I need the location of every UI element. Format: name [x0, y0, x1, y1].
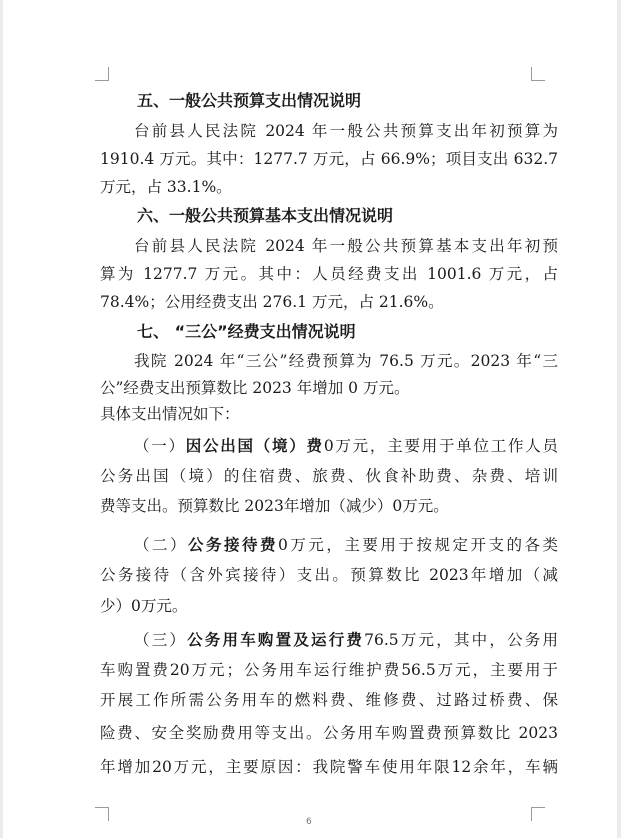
item-3-line-2: 车购置费20万元；公务用车运行维护费56.5万元，主要用于	[100, 661, 558, 679]
item-3-line-5: 年增加20万元，主要原因：我院警车使用年限12余年，车辆	[100, 758, 558, 776]
section-7-line-1: 我院 2024 年“三公”经费预算为 76.5 万元。2023 年“三	[134, 352, 558, 370]
item-3-line-3: 开展工作所需公务用车的燃料费、维修费、过路过桥费、保	[100, 691, 558, 709]
item-3-line-1: （三）公务用车购置及运行费76.5万元，其中，公务用	[134, 631, 558, 649]
section-5-line-3: 万元，占 33.1%。	[100, 178, 232, 196]
document-page	[3, 0, 617, 838]
item-1-line-1: （一）因公出国（境）费0万元，主要用于单位工作人员	[134, 437, 558, 455]
item-2-line-2: 公务接待（含外宾接待）支出。预算数比 2023年增加（减	[100, 566, 558, 584]
item-2-line-3: 少）0万元。	[100, 597, 188, 615]
section-5-title: 五、一般公共预算支出情况说明	[137, 91, 362, 110]
section-6-line-3: 78.4%；公用经费支出 276.1 万元，占 21.6%。	[100, 293, 444, 311]
crop-mark-top-right	[531, 67, 545, 81]
crop-mark-bottom-right	[531, 807, 545, 821]
item-1-line-2: 公务出国（境）的住宿费、旅费、伙食补助费、杂费、培训	[100, 467, 558, 485]
section-7-title: 七、 “三公”经费支出情况说明	[137, 322, 356, 341]
section-6-title: 六、一般公共预算基本支出情况说明	[137, 206, 394, 225]
page-number: 6	[306, 817, 312, 827]
section-6-line-1: 台前县人民法院 2024 年一般公共预算基本支出年初预	[134, 237, 558, 255]
crop-mark-bottom-left	[95, 807, 109, 821]
section-7-line-3: 具体支出情况如下：	[100, 405, 240, 423]
item-3-line-4: 险费、安全奖励费用等支出。公务用车购置费预算数比 2023	[100, 724, 558, 742]
section-5-line-1: 台前县人民法院 2024 年一般公共预算支出年初预算为	[134, 122, 558, 140]
crop-mark-top-left	[95, 67, 109, 81]
section-5-line-2: 1910.4 万元。其中：1277.7 万元，占 66.9%；项目支出 632.7	[100, 150, 558, 168]
section-6-line-2: 算为 1277.7 万元。其中：人员经费支出 1001.6 万元，占	[100, 265, 558, 283]
section-7-line-2: 公”经费支出预算数比 2023 年增加 0 万元。	[100, 379, 410, 397]
item-2-line-1: （二）公务接待费0万元，主要用于按规定开支的各类	[134, 536, 558, 554]
item-1-line-3: 费等支出。预算数比 2023年增加（减少）0万元。	[100, 497, 449, 515]
